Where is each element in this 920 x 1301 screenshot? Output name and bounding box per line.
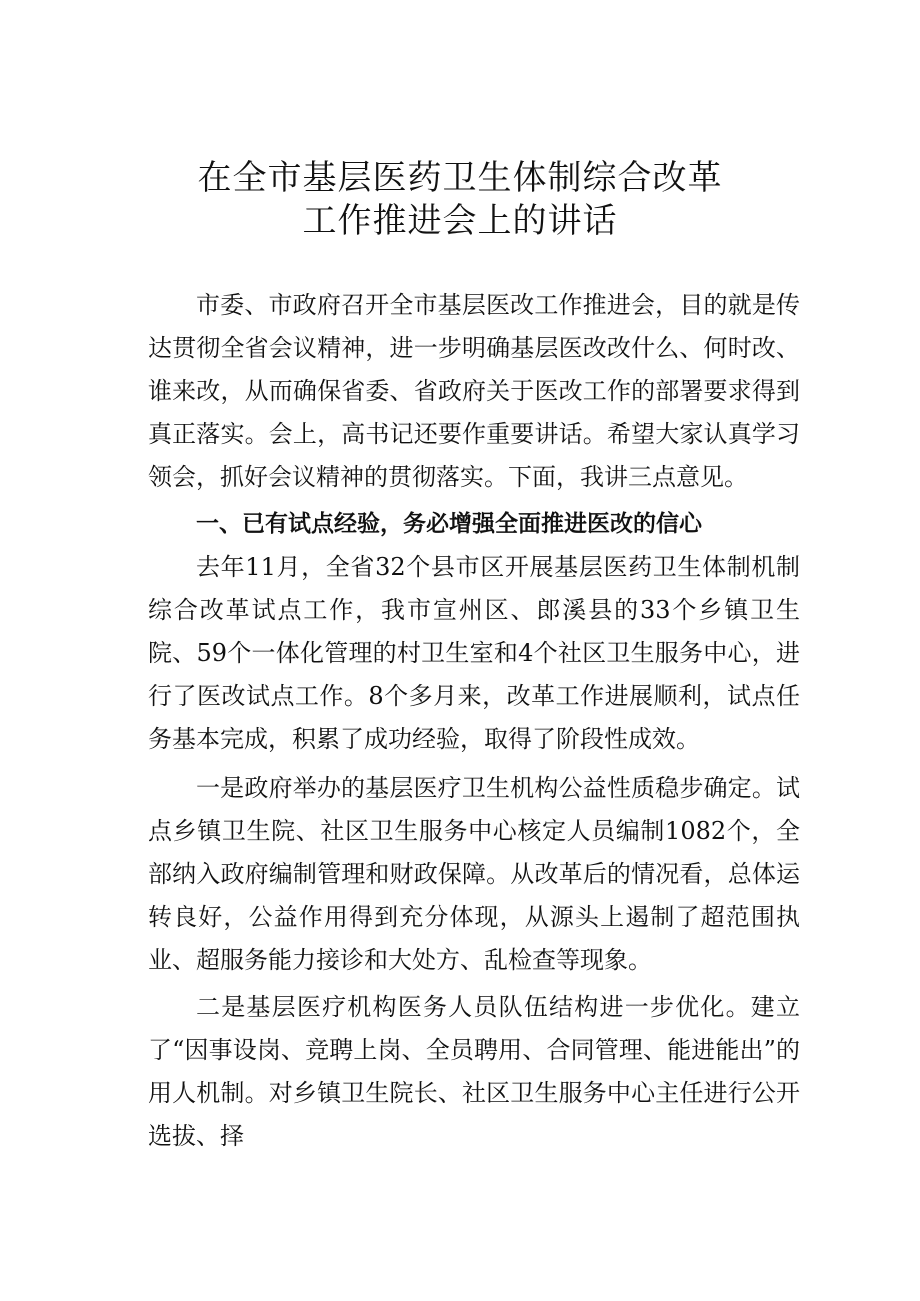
paragraph-intro: 市委、市政府召开全市基层医改工作推进会，目的就是传达贯彻全省会议精神，进一步明确基层医改改什么、何时改、谁来改，从而确保省委、省政府关于医改工作的部署要求得到真正落实。会上，高书记还要作重要讲话。希望大家认真学习领会，抓好会议精神的贯彻落实。下面，我讲三点意见。 xyxy=(148,291,800,491)
document-title-line-2: 工作推进会上的讲话 xyxy=(302,201,618,241)
paragraph-point-one: 一是政府举办的基层医疗卫生机构公益性质稳步确定。试点乡镇卫生院、社区卫生服务中心核定人员编制1082个，全部纳入政府编制管理和财政保障。从改革后的情况看，总体运转良好，公益作用得到充分体现，从源头上遏制了超范围执业、超服务能力接诊和大处方、乱检查等现象。 xyxy=(148,774,800,974)
paragraph-point-two: 二是基层医疗机构医务人员队伍结构进一步优化。建立了“因事设岗、竞聘上岗、全员聘用、合同管理、能进能出”的用人机制。对乡镇卫生院长、社区卫生服务中心主任进行公开选拔、择 xyxy=(148,993,800,1150)
document-title-line-1: 在全市基层医药卫生体制综合改革 xyxy=(197,158,723,198)
section-heading-1: 一、已有试点经验，务必增强全面推进医改的信心 xyxy=(196,511,702,537)
paragraph-pilot-overview: 去年11月，全省32个县市区开展基层医药卫生体制机制综合改革试点工作，我市宣州区、郎溪县的33个乡镇卫生院、59个一体化管理的村卫生室和4个社区卫生服务中心，进行了医改试点工作。8个多月来，改革工作进展顺利，试点任务基本完成，积累了成功经验，取得了阶段性成效。 xyxy=(148,553,800,753)
